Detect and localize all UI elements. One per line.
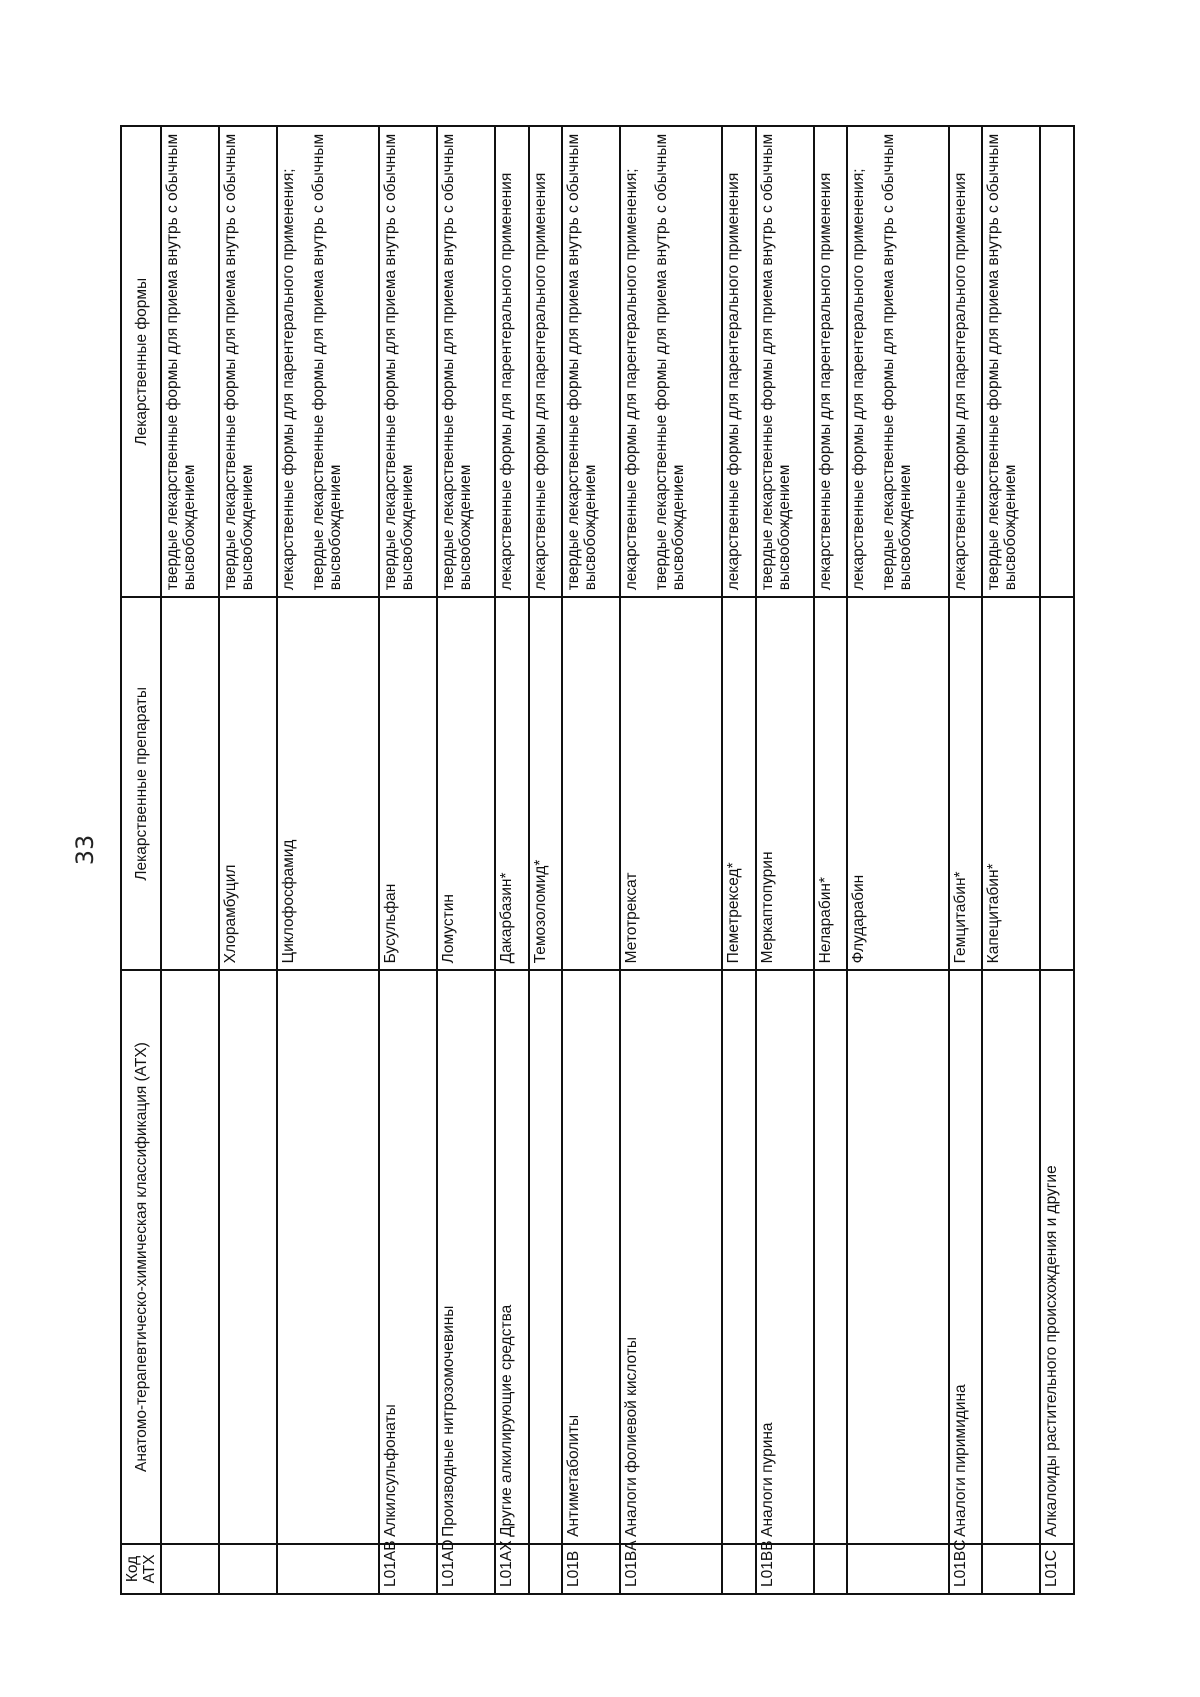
cell-atx: Аналоги фолиевой кислоты bbox=[620, 970, 722, 1544]
cell-atx: Алкалоиды растительного происхождения и другие bbox=[1040, 970, 1074, 1544]
table-header bbox=[121, 126, 161, 1594]
table-row bbox=[982, 126, 1040, 1594]
cell-atx: Другие алкилирующие средства bbox=[495, 970, 528, 1544]
cell-forms bbox=[982, 126, 1040, 597]
form-entry: лекарственные формы для парентерального применения bbox=[816, 172, 834, 591]
cell-drug: Меркаптопурин bbox=[756, 597, 814, 970]
table-row bbox=[437, 126, 495, 1594]
table-row bbox=[161, 126, 219, 1594]
cell-forms bbox=[1040, 126, 1074, 597]
cell-drug: Капецитабин* bbox=[982, 597, 1040, 970]
cell-drug: Бусульфан bbox=[379, 597, 437, 970]
form-entry: твердые лекарственные формы для приема внутрь с обычным высвобождением bbox=[565, 133, 600, 591]
cell-drug: Гемцитабин* bbox=[949, 597, 982, 970]
cell-forms bbox=[161, 126, 219, 597]
table-row bbox=[814, 126, 847, 1594]
cell-atx bbox=[982, 970, 1040, 1544]
cell-atx bbox=[219, 970, 277, 1544]
form-entry: лекарственные формы для парентерального применения bbox=[951, 172, 969, 591]
table-body bbox=[161, 126, 1074, 1594]
form-entry: твердые лекарственные формы для приема внутрь с обычным высвобождением bbox=[222, 133, 257, 591]
cell-atx bbox=[529, 970, 562, 1544]
cell-drug: Метотрексат bbox=[620, 597, 722, 970]
cell-code bbox=[277, 1544, 379, 1594]
cell-code: L01B bbox=[562, 1544, 620, 1594]
cell-atx: Антиметаболиты bbox=[562, 970, 620, 1544]
cell-code: L01AB bbox=[379, 1544, 437, 1594]
form-entry: лекарственные формы для парентерального применения bbox=[498, 172, 516, 591]
cell-code: L01BB bbox=[756, 1544, 814, 1594]
page-number: 33 bbox=[71, 834, 99, 866]
cell-code bbox=[847, 1544, 949, 1594]
cell-drug bbox=[161, 597, 219, 970]
cell-forms bbox=[620, 126, 722, 597]
header-code: Код АТХ bbox=[121, 1544, 161, 1594]
form-entry: твердые лекарственные формы для приема внутрь с обычным высвобождением bbox=[382, 133, 417, 591]
cell-drug: Дакарбазин* bbox=[495, 597, 528, 970]
cell-forms bbox=[814, 126, 847, 597]
table-row bbox=[756, 126, 814, 1594]
cell-atx bbox=[847, 970, 949, 1544]
cell-forms bbox=[722, 126, 755, 597]
header-drugs: Лекарственные препараты bbox=[121, 597, 161, 970]
table-row bbox=[277, 126, 379, 1594]
cell-code bbox=[219, 1544, 277, 1594]
cell-drug: Неларабин* bbox=[814, 597, 847, 970]
cell-code: L01C bbox=[1040, 1544, 1074, 1594]
table-row bbox=[562, 126, 620, 1594]
form-entry: лекарственные формы для парентерального применения bbox=[531, 172, 549, 591]
cell-forms bbox=[949, 126, 982, 597]
cell-forms bbox=[756, 126, 814, 597]
cell-code bbox=[814, 1544, 847, 1594]
header-atx: Анатомо-терапевтическо-химическая классификация (АТХ) bbox=[121, 970, 161, 1544]
cell-code: L01AX bbox=[495, 1544, 528, 1594]
form-entry: лекарственные формы для парентерального применения; bbox=[623, 168, 641, 591]
cell-drug: Ломустин bbox=[437, 597, 495, 970]
cell-drug: Флударабин bbox=[847, 597, 949, 970]
cell-forms bbox=[847, 126, 949, 597]
cell-atx: Производные нитрозомочевины bbox=[437, 970, 495, 1544]
cell-forms bbox=[495, 126, 528, 597]
table-row bbox=[1040, 126, 1074, 1594]
cell-drug: Темозоломид* bbox=[529, 597, 562, 970]
table-row bbox=[379, 126, 437, 1594]
cell-atx bbox=[722, 970, 755, 1544]
form-entry: твердые лекарственные формы для приема внутрь с обычным высвобождением bbox=[758, 133, 793, 591]
cell-atx: Аналоги пурина bbox=[756, 970, 814, 1544]
cell-code: L01AD bbox=[437, 1544, 495, 1594]
cell-code: L01BC bbox=[949, 1544, 982, 1594]
cell-atx: Алкилсульфонаты bbox=[379, 970, 437, 1544]
form-entry: лекарственные формы для парентерального применения bbox=[725, 172, 743, 591]
table-row bbox=[495, 126, 528, 1594]
cell-code bbox=[161, 1544, 219, 1594]
table-row bbox=[949, 126, 982, 1594]
cell-atx bbox=[161, 970, 219, 1544]
table-row bbox=[529, 126, 562, 1594]
form-entry: твердые лекарственные формы для приема внутрь с обычным высвобождением bbox=[440, 133, 475, 591]
header-forms: Лекарственные формы bbox=[121, 126, 161, 597]
cell-atx: Аналоги пиримидина bbox=[949, 970, 982, 1544]
cell-forms bbox=[562, 126, 620, 597]
cell-code bbox=[722, 1544, 755, 1594]
form-entry: твердые лекарственные формы для приема внутрь с обычным высвобождением bbox=[310, 133, 345, 591]
table-row bbox=[219, 126, 277, 1594]
cell-code: L01BA bbox=[620, 1544, 722, 1594]
cell-drug: Циклофосфамид bbox=[277, 597, 379, 970]
cell-forms bbox=[219, 126, 277, 597]
cell-forms bbox=[529, 126, 562, 597]
cell-drug: Пеметрексед* bbox=[722, 597, 755, 970]
form-entry: лекарственные формы для парентерального применения; bbox=[850, 168, 868, 591]
form-entry: лекарственные формы для парентерального применения; bbox=[280, 168, 298, 591]
cell-drug bbox=[562, 597, 620, 970]
cell-drug: Хлорамбуцил bbox=[219, 597, 277, 970]
cell-forms bbox=[379, 126, 437, 597]
cell-code bbox=[529, 1544, 562, 1594]
atx-drug-table bbox=[120, 125, 1075, 1595]
form-entry: твердые лекарственные формы для приема внутрь с обычным высвобождением bbox=[880, 133, 915, 591]
cell-forms bbox=[437, 126, 495, 597]
cell-atx bbox=[277, 970, 379, 1544]
cell-code bbox=[982, 1544, 1040, 1594]
table-row bbox=[620, 126, 722, 1594]
cell-atx bbox=[814, 970, 847, 1544]
form-entry: твердые лекарственные формы для приема внутрь с обычным высвобождением bbox=[164, 133, 198, 591]
cell-forms bbox=[277, 126, 379, 597]
form-entry: твердые лекарственные формы для приема внутрь с обычным высвобождением bbox=[653, 133, 688, 591]
cell-drug bbox=[1040, 597, 1074, 970]
table-row bbox=[722, 126, 755, 1594]
form-entry: твердые лекарственные формы для приема внутрь с обычным высвобождением bbox=[985, 133, 1020, 591]
table-row bbox=[847, 126, 949, 1594]
